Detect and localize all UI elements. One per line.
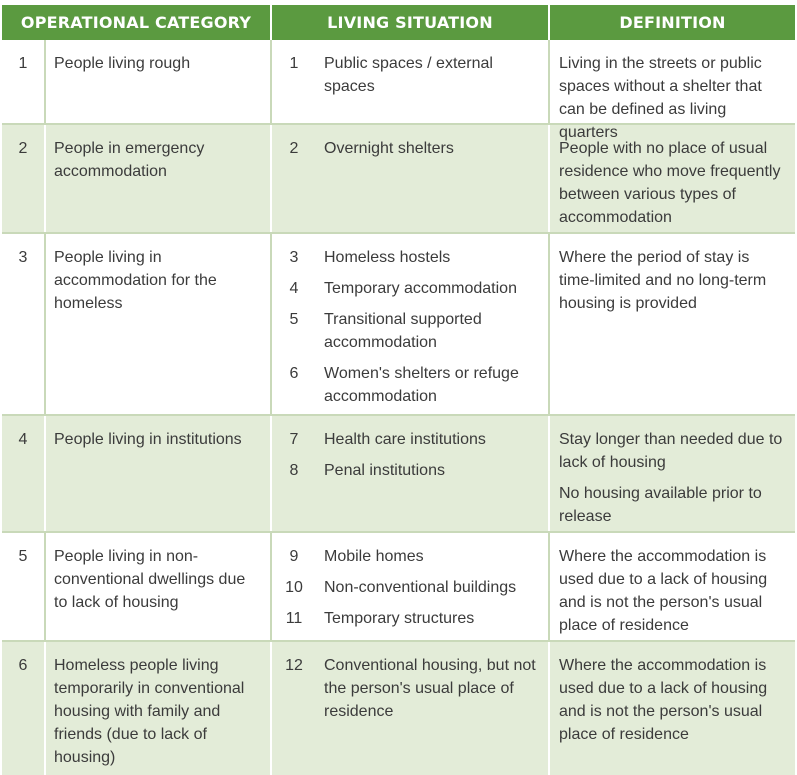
table-row [2,40,795,141]
ethos-table [2,5,795,775]
category-number: 3 [2,234,46,414]
situation-number: 4 [289,280,299,297]
table-row [2,234,795,414]
situation-label: Temporary accommodation [324,280,517,297]
category-number: 6 [2,642,46,775]
definition-text: People with no place of usual residence who move frequently between various types of accommodation [559,140,781,226]
category-label: Homeless people living temporarily in conventional housing with family and friends (due to lack of housing) [54,657,245,766]
situation-label: Transitional supported accommodation [324,311,482,351]
header-living-situation: LIVING SITUATION [272,5,550,40]
living-situation-item [272,459,548,482]
definition-cell [550,125,795,232]
living-situation-item [272,576,548,599]
situation-number: 12 [285,657,303,674]
living-situation-cell [272,533,550,640]
definition-cell [550,40,795,141]
situation-number: 5 [289,311,299,328]
definition-text: Stay longer than needed due to lack of housing [559,431,783,471]
category-number: 5 [2,533,46,640]
living-situation-item [272,137,548,160]
situation-label: Homeless hostels [324,249,451,266]
living-situation-cell [272,234,550,414]
operational-category-cell [2,642,272,775]
situation-number: 10 [285,579,303,596]
definition-cell [550,416,795,531]
category-label: People living in accommodation for the homeless [54,249,217,312]
situation-label: Health care institutions [324,431,486,448]
definition-cell [550,642,795,775]
definition-cell [550,533,795,640]
living-situation-cell [272,416,550,531]
situation-label: Public spaces / external spaces [324,55,493,95]
situation-number: 11 [285,610,303,627]
category-number: 2 [2,125,46,232]
operational-category-cell [2,234,272,414]
operational-category-cell [2,125,272,232]
situation-number: 3 [289,249,299,266]
living-situation-item [272,654,548,723]
situation-number: 9 [289,548,299,565]
situation-label: Conventional housing, but not the person's usual place of residence [324,657,536,720]
definition-text: Where the accommodation is used due to a lack of housing and is not the person's usual place of residence [559,548,768,634]
living-situation-cell [272,642,550,775]
situation-label: Mobile homes [324,548,424,565]
situation-number: 8 [289,462,299,479]
category-label: People living rough [54,55,191,72]
living-situation-item [272,308,548,354]
operational-category-cell [2,40,272,123]
living-situation-item [272,246,548,269]
situation-label: Temporary structures [324,610,475,627]
living-situation-item [272,607,548,630]
category-number: 1 [2,40,46,123]
definition-cell [550,234,795,414]
table-row [2,416,795,531]
category-label: People in emergency accommodation [54,140,205,180]
situation-label: Penal institutions [324,462,445,479]
definition-text: Where the accommodation is used due to a lack of housing and is not the person's usual place of residence [559,657,768,743]
situation-label: Non-conventional buildings [324,579,517,596]
definition-text: Where the period of stay is time-limited and no long-term housing is provided [559,249,767,312]
table-body [2,40,795,775]
living-situation-item [272,52,548,98]
table-header [2,5,795,40]
situation-number: 2 [289,140,299,157]
situation-number: 1 [289,55,299,72]
situation-number: 7 [289,431,299,448]
definition-text: Living in the streets or public spaces without a shelter that can be defined as living quarters [559,55,762,141]
category-label: People living in institutions [54,431,242,448]
living-situation-item [272,277,548,300]
category-number: 4 [2,416,46,531]
header-operational-category: OPERATIONAL CATEGORY [2,5,272,40]
table-row [2,642,795,775]
situation-number: 6 [289,365,299,382]
situation-label: Overnight shelters [324,140,454,157]
living-situation-cell [272,40,550,123]
living-situation-item [272,362,548,408]
living-situation-item [272,428,548,451]
definition-text: No housing available prior to release [559,485,762,525]
category-label: People living in non-conventional dwellings due to lack of housing [54,548,246,611]
header-definition: DEFINITION [619,13,726,32]
operational-category-cell [2,416,272,531]
situation-label: Women's shelters or refuge accommodation [324,365,519,405]
operational-category-cell [2,533,272,640]
living-situation-cell [272,125,550,232]
table-row [2,533,795,640]
table-row [2,125,795,232]
living-situation-item [272,545,548,568]
